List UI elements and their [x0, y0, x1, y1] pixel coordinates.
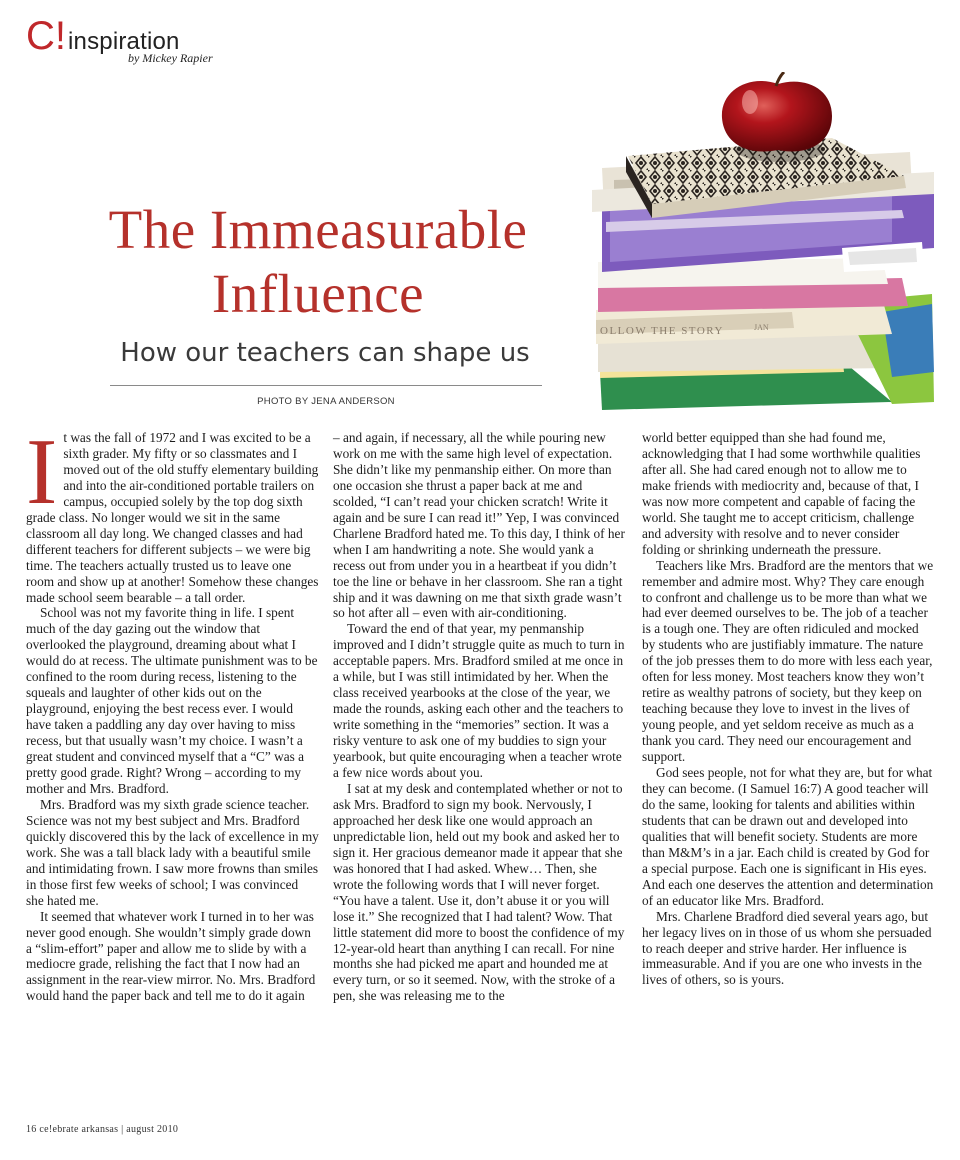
title-divider [110, 385, 542, 386]
brand-section-name: inspiration [68, 28, 180, 55]
brand-c-logo: C! [26, 14, 66, 58]
paragraph-2: School was not my favorite thing in life. I spent much of the day gazing out the window that overlooked the playground, dreaming about what I would do at recess. The ultimate punishment was to be confined to the room during recess, listening to the squeals and laughter of other kids out on the playground, enjoying the best recess ever. I would have taken a paddling any day over having to miss recess, but that usually wasn’t my choice. I wasn’t a great student and convinced myself that a “C” was a pretty good grade. Right? Wrong – according to my mother and Mrs. Bradford. [26, 605, 318, 796]
section-brand [26, 14, 266, 70]
paragraph-10: God sees people, not for what they are, but for what they can become. (I Samuel 16:7) A good teacher will do the same, looking for talents and abilities within students that can be drawn out and developed into qualities that will benefit society. Students are more than M&M’s in a jar. Each child is created by God for a special purpose. Each one is significant in His eyes. And each one deserves the attention and determination of an educator like Mrs. Bradford. [642, 765, 934, 908]
paragraph-7: I sat at my desk and contemplated whether or not to ask Mrs. Bradford to sign my book. Nervously, I approached her desk like one would approach an unpredictable lion, held out my book and asked her to sign it. Her gracious demeanor made it appear that she was honored that I had asked. Whew… Then, she wrote the following words that I will never forget. “You have a talent. Use it, don’t abuse it or you will lose it.” She recognized that I had talent? Wow. That little statement did more to boost the confidence of my 12-year-old heart than anything I can recall. For nine months she had picked me apart and hounded me at every turn, or so it seemed. Now, with the stroke of a pen, she was releasing me to the [333, 780, 625, 1004]
author-byline: by Mickey Rapier [128, 51, 213, 65]
article-title: The Immeasurable Influence [108, 199, 528, 324]
spine-text: OLLOW THE STORY [600, 325, 724, 337]
paragraph-11: Mrs. Charlene Bradford died several years ago, but her legacy lives on in those of us whom she persuaded to reach deeper and strive harder. Her influence is immeasurable. And if you are one who invests in the lives of others, so is yours. [642, 908, 932, 988]
article-column-1 [26, 420, 319, 1004]
paragraph-1: It was the fall of 1972 and I was excited to be a sixth grader. My fifty or so classmates and I moved out of the old stuffy elementary building and into the air-conditioned portable trailers on campus, occupied solely by the top dog sixth grade class. No longer would we sit in the same classroom all day long. We changed classes and had different teachers for different subjects – we were big time. The teachers actually trusted us to leave one room and show up at another! Somehow these changes made school seem bearable – a tall order. [26, 420, 319, 605]
paragraph-9: Teachers like Mrs. Bradford are the mentors that we remember and admire most. Why? They care enough to confront and challenge us to be more than what we had ever deemed ourselves to be. The job of a teacher is a tough one. They are often ridiculed and mocked by students who are justifiably immature. The nature of the job presses them to do more with less each year, often for less money. Most teachers know they won’t retire as wealthy patrons of society, but they keep on teaching because they love to invest in the lives of young people, and yet seldom receive as much as a thank you card. They need our encouragement and support. [642, 557, 934, 765]
paragraph-5: – and again, if necessary, all the while pouring new work on me with the same high level of expectation. She didn’t like my penmanship either. On more than one occasion she thrust a paper back at me and scolded, “I can’t read your chicken scratch! Write it again and be sure I can read it!” Yep, I was convinced Charlene Bradford hated me. To this day, I think of her when I am handwriting a note. She would yank a recess out from under you in a heartbeat if you didn’t toe the line or behave in her classroom. She ran a tight ship and it was dawning on me that sixth grade wasn’t so hot after all – even with air-conditioning. [333, 430, 625, 621]
paragraph-4: It seemed that whatever work I turned in to her was never good enough. She wouldn’t simply grade down a “slim-effort” paper and allow me to slide by with a mediocre grade, relishing the fact that I now had an assignment in the rear-view mirror. No. Mrs. Bradford would hand the paper back and tell me to do it again [26, 908, 316, 1004]
spine-text-2: JAN [754, 323, 769, 332]
page-folio: 16 ce!ebrate arkansas | august 2010 [26, 1124, 179, 1135]
article-subtitle: How our teachers can shape us [120, 338, 530, 368]
apple-on-books-photo [592, 72, 934, 412]
article-column-2 [333, 430, 629, 1004]
paragraph-8: world better equipped than she had found me, acknowledging that I had some worthwhile qualities after all. She had cared enough not to allow me to make friends with mediocrity and, because of that, I was now more competent and capable of facing the world. She taught me to accept criticism, challenge and adversity with resolve and to never consider folding or shrinking underneath the pressure. [642, 430, 921, 557]
apple [722, 81, 832, 152]
photo-credit: PHOTO BY JENA ANDERSON [257, 396, 395, 407]
paragraph-6: Toward the end of that year, my penmanship improved and I didn’t struggle quite as much to turn in acceptable papers. Mrs. Bradford smiled at me once in a while, but I was still intimidated by her. When the class received yearbooks at the close of the year, we made the rounds, asking each other and the teachers to write something in the “memories” section. It was a risky venture to ask one of my buddies to sign your yearbook, but quite encouraging when a teacher wrote a few nice words about you. [333, 621, 625, 781]
paragraph-3: Mrs. Bradford was my sixth grade science teacher. Science was not my best subject and Mrs. Bradford quickly discovered this by the lack of excellence in my work. She was a tall black lady with a beautiful smile and intimidating frown. I saw more frowns than smiles in those first few weeks of school; I was convinced she hated me. [26, 796, 319, 908]
article-column-3 [642, 430, 935, 988]
drop-cap: I [26, 420, 58, 524]
